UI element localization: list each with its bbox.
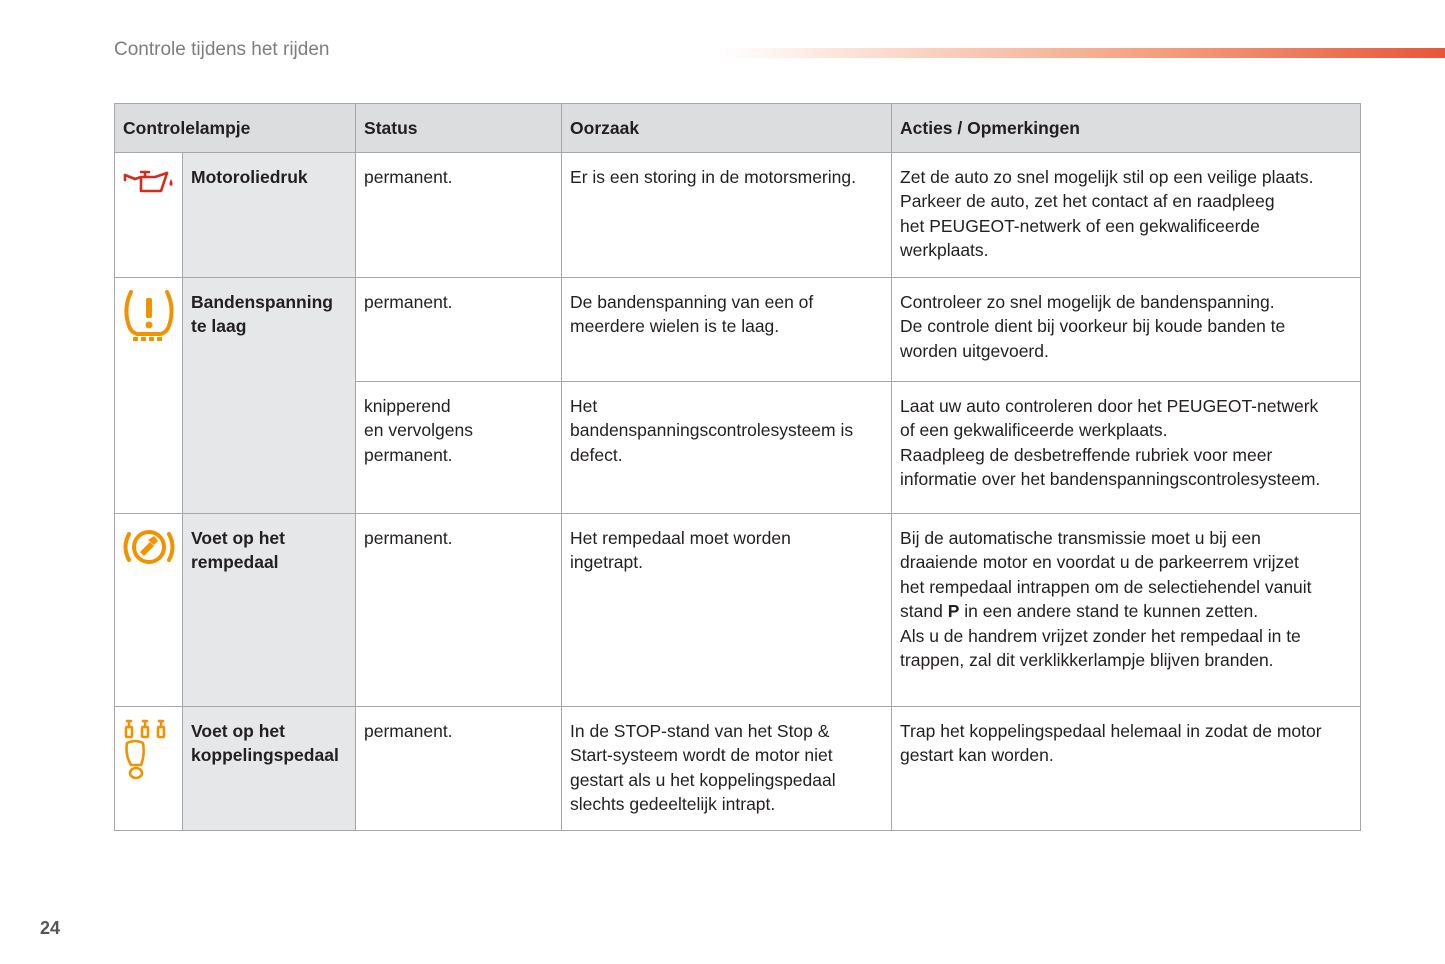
icon-cell bbox=[115, 514, 183, 707]
tire-pressure-icon bbox=[119, 286, 179, 346]
text-line: Voet op het bbox=[191, 528, 285, 548]
oorzaak-cell bbox=[562, 278, 892, 382]
text-line: Controleer zo snel mogelijk de bandenspanning. bbox=[900, 292, 1275, 312]
oorzaak-cell: Er is een storing in de motorsmering. bbox=[562, 153, 892, 278]
text-line: worden uitgevoerd. bbox=[900, 340, 1049, 361]
text-line: Zet de auto zo snel mogelijk stil op een veilige plaats. bbox=[900, 167, 1314, 187]
text-line: gestart als u het koppelingspedaal bbox=[570, 769, 836, 790]
status-cell: permanent. bbox=[356, 707, 562, 831]
text-line: informatie over het bandenspanningscontrolesysteem. bbox=[900, 469, 1321, 490]
warning-lamps-table bbox=[114, 103, 1361, 831]
text-line: Als u de handrem vrijzet zonder het rempedaal in te bbox=[900, 625, 1301, 646]
text-line: permanent. bbox=[364, 444, 453, 465]
clutch-pedal-icon bbox=[121, 715, 177, 781]
text-line: In de STOP-stand van het Stop & bbox=[570, 721, 830, 741]
text-line: ingetrapt. bbox=[570, 552, 643, 573]
acties-cell bbox=[892, 382, 1361, 514]
icon-cell bbox=[115, 153, 183, 278]
text-line: Raadpleeg de desbetreffende rubriek voor meer bbox=[900, 444, 1273, 465]
table-row bbox=[115, 707, 1361, 831]
text-line: Het rempedaal moet worden bbox=[570, 528, 791, 548]
header-status: Status bbox=[356, 104, 562, 153]
text-line: koppelingspedaal bbox=[191, 745, 339, 766]
lamp-name bbox=[183, 278, 356, 514]
table-header-row bbox=[115, 104, 1361, 153]
acties-cell bbox=[892, 707, 1361, 831]
lamp-name: Motoroliedruk bbox=[183, 153, 356, 278]
text-line: Bandenspanning bbox=[191, 292, 333, 312]
table-row bbox=[115, 278, 1361, 382]
text-line: het rempedaal intrappen om de selectiehendel vanuit bbox=[900, 576, 1312, 597]
text-line: of een gekwalificeerde werkplaats. bbox=[900, 420, 1168, 441]
table-row bbox=[115, 514, 1361, 707]
acties-cell bbox=[892, 278, 1361, 382]
page-section-title: Controle tijdens het rijden bbox=[114, 39, 330, 60]
oil-pressure-icon bbox=[121, 161, 177, 201]
text-line: en vervolgens bbox=[364, 420, 473, 441]
text-line: De controle dient bij voorkeur bij koude banden te bbox=[900, 316, 1286, 337]
icon-cell bbox=[115, 278, 183, 514]
text-line bbox=[900, 599, 1352, 623]
header-acties: Acties / Opmerkingen bbox=[892, 104, 1361, 153]
text-line: Het bbox=[570, 396, 598, 416]
table-row bbox=[115, 153, 1361, 278]
text-fragment: in een andere stand te kunnen zetten. bbox=[959, 601, 1259, 622]
icon-cell bbox=[115, 707, 183, 831]
text-line: De bandenspanning van een of bbox=[570, 292, 814, 312]
text-line: gestart kan worden. bbox=[900, 745, 1054, 766]
lamp-name bbox=[183, 514, 356, 707]
acties-cell bbox=[892, 153, 1361, 278]
oorzaak-cell bbox=[562, 707, 892, 831]
gear-position-p: P bbox=[947, 601, 960, 622]
text-line: defect. bbox=[570, 444, 623, 465]
text-line: knipperend bbox=[364, 396, 451, 416]
text-line: Bij de automatische transmissie moet u bij een bbox=[900, 528, 1261, 548]
acties-cell bbox=[892, 514, 1361, 707]
text-line: Laat uw auto controleren door het PEUGEOT-netwerk bbox=[900, 396, 1319, 416]
text-line: meerdere wielen is te laag. bbox=[570, 316, 780, 337]
status-cell: permanent. bbox=[356, 278, 562, 382]
text-line: het PEUGEOT-netwerk of een gekwalificeerde bbox=[900, 215, 1260, 236]
status-cell: permanent. bbox=[356, 514, 562, 707]
text-line: Voet op het bbox=[191, 721, 285, 741]
text-line: rempedaal bbox=[191, 552, 279, 573]
text-line: bandenspanningscontrolesysteem is bbox=[570, 420, 854, 441]
status-cell: permanent. bbox=[356, 153, 562, 278]
oorzaak-cell bbox=[562, 382, 892, 514]
text-line: te laag bbox=[191, 316, 247, 337]
text-line: draaiende motor en voordat u de parkeerrem vrijzet bbox=[900, 552, 1299, 573]
header-controlelampje: Controlelampje bbox=[115, 104, 356, 153]
oorzaak-cell bbox=[562, 514, 892, 707]
page-number: 24 bbox=[40, 918, 61, 938]
text-line: Start-systeem wordt de motor niet bbox=[570, 745, 833, 766]
header-oorzaak: Oorzaak bbox=[562, 104, 892, 153]
text-line: slechts gedeeltelijk intrapt. bbox=[570, 794, 776, 815]
status-cell bbox=[356, 382, 562, 514]
text-fragment: stand bbox=[900, 601, 948, 622]
lamp-name bbox=[183, 707, 356, 831]
text-line: Parkeer de auto, zet het contact af en raadpleeg bbox=[900, 191, 1275, 212]
text-line: werkplaats. bbox=[900, 240, 989, 261]
brake-pedal-icon bbox=[119, 522, 179, 572]
text-line: Trap het koppelingspedaal helemaal in zodat de motor bbox=[900, 721, 1322, 741]
header-accent-bar bbox=[720, 48, 1445, 58]
text-line: trappen, zal dit verklikkerlampje blijven branden. bbox=[900, 650, 1274, 671]
